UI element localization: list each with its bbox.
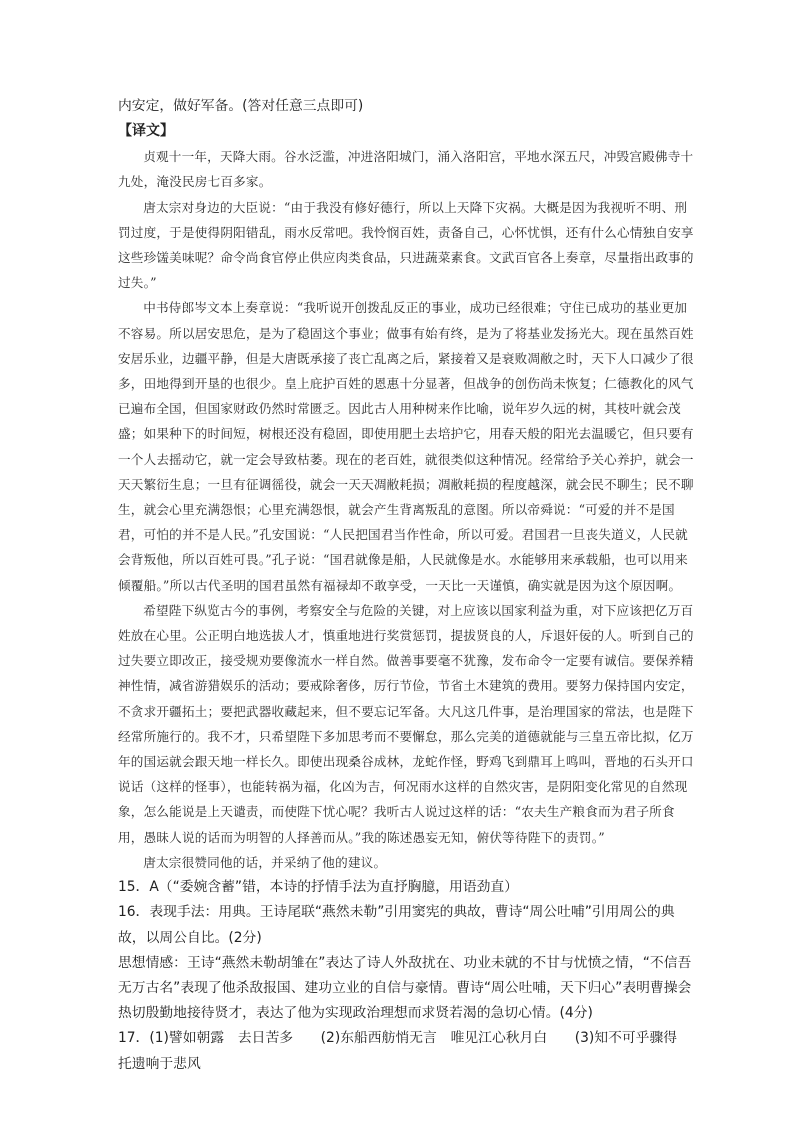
answer-section (118, 875, 698, 1077)
translation-paragraph: 贞观十一年，天降大雨。谷水泛滥，冲进洛阳城门，涌入洛阳宫，平地水深五尺，冲毁宫殿佛寺十九处，淹没民房七百多家。 (118, 149, 694, 190)
answer-15: 15．A（“委婉含蓄”错，本诗的抒情手法为直抒胸臆，用语劲直） (118, 879, 519, 896)
answer-17: 17．(1)譬如朝露 去日苦多 (2)东船西舫悄无言 唯见江心秋月白 (3)知不可乎骤得 托遗响于悲风 (118, 1030, 691, 1072)
translation-paragraph: 中书侍郎岑文本上奏章说：“我听说开创拨乱反正的事业，成功已经很难；守住已成功的基业更加不容易。所以居安思危，是为了稳固这个事业；做事有始有终，是为了将基业发扬光大。现在虽然百姓安居乐业，边疆平静，但是大唐既承接了丧亡乱离之后，紧接着又是衰败凋敝之时，天下人口减少了很多，田地得到开垦的也很少。皇上庇护百姓的恩惠十分显著，但战争的创伤尚未恢复；仁德教化的风气已遍布全国，但国家财政仍然时常匮乏。因此古人用种树来作比喻，说年岁久远的树，其枝叶就会茂盛；如果种下的时间短，树根还没有稳固，即使用肥土去培护它，用春天般的阳光去温暖它，但只要有一个人去摇动它，就一定会导致枯萎。现在的老百姓，就很类似这种情况。经常给予关心养护，就会一天天繁衍生息；一旦有征调徭役，就会一天天凋敝耗损；凋敝耗损的程度越深，就会民不聊生；民不聊生，就会心里充满怨恨；心里充满怨恨，就会产生背离叛乱的意图。所以帝舜说：“可爱的并不是国君，可怕的并不是人民。”孔安国说：“人民把国君当作性命，所以可爱。君国君一旦丧失道义，人民就会背叛他，所以百姓可畏。”孔子说：“国君就像是船，人民就像是水。水能够用来承载船，也可以用来倾覆船。”所以古代圣明的国君虽然有福禄却不敢享受，一天比一天谨慎，确实就是因为这个原因啊。 (118, 300, 694, 593)
answer-16-emotion: 思想情感：王诗“燕然未勒胡雏在”表达了诗人外敌扰在、功业未就的不甘与忧愤之情，“不信吾无万古名”表现了他杀敌报国、建功立业的自信与豪情。曹诗“周公吐哺，天下归心”表明曹操会热切殷勤地接待贤才，表达了他为实现政治理想而求贤若渴的急切心情。(4分) (118, 954, 692, 1022)
translation-paragraph: 希望陛下纵览古今的事例，考察安全与危险的关键，对上应该以国家利益为重，对下应该把亿万百姓放在心里。公正明白地选拔人才，慎重地进行奖赏惩罚，提拔贤良的人，斥退奸佞的人。听到自己的过失要立即改正，接受规劝要像流水一样自然。做善事要毫不犹豫，发布命令一定要有诚信。要保养精神性情，减省游猎娱乐的活动；要戒除奢侈，厉行节俭，节省土木建筑的费用。要努力保持国内安定，不贪求开疆拓土；要把武器收藏起来，但不要忘记军备。大凡这几件事，是治理国家的常法，也是陛下经常所施行的。我不才，只希望陛下多加思考而不要懈怠，那么完美的道德就能与三皇五帝比拟，亿万年的国运就会跟天地一样长久。即使出现桑谷成林，龙蛇作怪，野鸡飞到鼎耳上鸣叫，晋地的石头开口说话（这样的怪事），也能转祸为福，化凶为吉，何况雨水这样的自然灾害，是阴阳变化常见的自然现象，怎么能说是上天谴责，而使陛下忧心呢？我听古人说过这样的话：“农夫生产粮食而为君子所食用，愚昧人说的话而为明智的人择善而从。”我的陈述愚妄无知，俯伏等待陛下的责罚。” (118, 602, 694, 845)
answer-continuation: 内安定，做好军备。(答对任意三点即可) (118, 98, 364, 114)
answer-16-technique: 16．表现手法：用典。王诗尾联“燕然未勒”引用窦宪的典故，曹诗“周公吐哺”引用周公的典故，以周公自比。(2分) (118, 904, 675, 946)
translation-paragraph: 唐太宗很赞同他的话，并采纳了他的建议。 (143, 854, 387, 870)
translation-heading: 【译文】 (118, 123, 174, 140)
translation-paragraph: 唐太宗对身边的大臣说：“由于我没有修好德行，所以上天降下灾祸。大概是因为我视听不明、刑罚过度，于是使得阴阳错乱，雨水反常吧。我怜悯百姓，责备自己，心怀忧惧，还有什么心情独自安享这些珍馐美味呢？命令尚食官停止供应肉类食品，只进蔬菜素食。文武百官各上奏章，尽量指出政事的过失。” (118, 199, 694, 291)
translation-body (118, 144, 698, 875)
